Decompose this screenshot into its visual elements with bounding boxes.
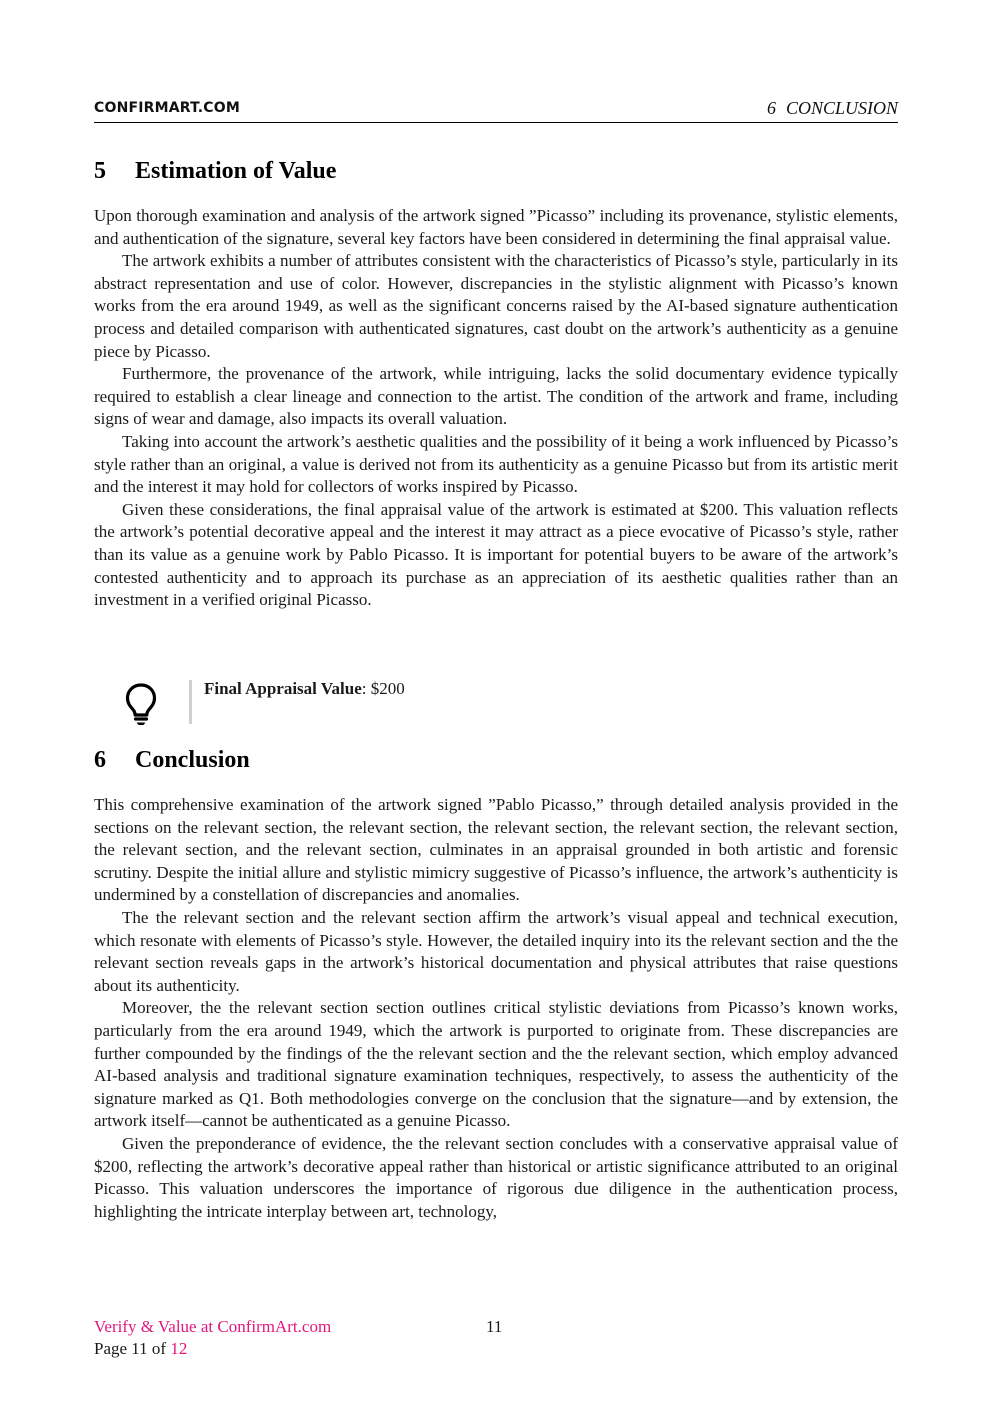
section-6-title: Conclusion bbox=[135, 747, 250, 773]
page-number: 11 bbox=[486, 1317, 503, 1336]
section-5-body bbox=[94, 205, 898, 612]
section-5-number: 5 bbox=[94, 158, 106, 184]
paragraph: Taking into account the artwork’s aesthetic qualities and the possibility of it being a work influenced by Picasso’s style rather than an original, a value is derived not from its authenticity as a genuine Picasso but from its artistic merit and the interest it may hold for collectors of works inspired by Picasso. bbox=[94, 431, 898, 497]
callout-divider bbox=[189, 680, 192, 724]
confirmart-footer-link[interactable]: Verify & Value at ConfirmArt.com bbox=[94, 1317, 332, 1336]
running-head bbox=[767, 98, 898, 119]
page-count bbox=[94, 1338, 331, 1360]
section-5-heading bbox=[94, 158, 336, 185]
running-head-title: CONCLUSION bbox=[785, 98, 898, 118]
section-6-body bbox=[94, 794, 898, 1223]
appraisal-callout bbox=[94, 678, 898, 726]
paragraph: Given these considerations, the final appraisal value of the artwork is estimated at $200. This valuation reflects the artwork’s potential decorative appeal and the interest it may attract as a piece evocative of Picasso’s style, rather than its value as a genuine work by Pablo Picasso. It is important for potential buyers to be aware of the artwork’s contested authenticity and to approach its purchase as an appreciation of its aesthetic qualities rather than an investment in a verified original Picasso. bbox=[94, 499, 898, 610]
section-6-number: 6 bbox=[94, 747, 106, 773]
page-footer bbox=[94, 1316, 331, 1360]
confirmart-logo[interactable]: CONFIRMART.COM bbox=[94, 100, 241, 116]
paragraph: Given the preponderance of evidence, the the relevant section concludes with a conservative appraisal value of $200, reflecting the artwork’s decorative appeal rather than historical or artistic significance attributed to an original Picasso. This valuation underscores the importance of rigorous due diligence in the authentication process, highlighting the intricate interplay between art, technology, bbox=[94, 1133, 898, 1221]
paragraph: Moreover, the the relevant section section outlines critical stylistic deviations from Picasso’s known works, particularly from the era around 1949, which the artwork is purported to originate from. These discrepancies are further compounded by the findings of the the relevant section and the the relevant section, which employ advanced AI-based analysis and traditional signature examination techniques, respectively, to assess the authenticity of the signature marked as Q1. Both methodologies converge on the conclusion that the signature—and by extension, the artwork itself—cannot be authenticated as a genuine Picasso. bbox=[94, 998, 898, 1131]
section-5-title: Estimation of Value bbox=[135, 158, 337, 184]
section-6-heading bbox=[94, 747, 250, 774]
final-appraisal-value bbox=[204, 678, 405, 700]
lightbulb-icon bbox=[124, 682, 158, 726]
page-header bbox=[94, 98, 898, 123]
callout-value: : $200 bbox=[361, 679, 405, 698]
paragraph: The artwork exhibits a number of attributes consistent with the characteristics of Picasso’s style, particularly in its abstract representation and use of color. However, discrepancies in the stylistic alignment with Picasso’s known works from the era around 1949, as well as the significant concerns raised by the AI-based signature authentication process and detailed comparison with authenticated signatures, cast doubt on the artwork’s authenticity as a genuine piece by Picasso. bbox=[94, 251, 898, 361]
page-total-link[interactable]: 12 bbox=[170, 1339, 188, 1358]
paragraph: This comprehensive examination of the artwork signed ”Pablo Picasso,” through detailed analysis provided in the sections on the relevant section, the relevant section, the relevant section, the relevant section, the relevant section, the relevant section, and the relevant section, culminates in an appraisal grounded in both artistic and forensic scrutiny. Despite the initial allure and stylistic mimicry suggestive of Picasso’s influence, the artwork’s authenticity is undermined by a constellation of discrepancies and anomalies. bbox=[94, 795, 898, 905]
paragraph: The the relevant section and the relevant section affirm the artwork’s visual appeal and technical execution, which resonate with elements of Picasso’s style. However, the detailed inquiry into its the relevant section and the the relevant section reveals gaps in the artwork’s historical documentation and physical attributes that raise questions about its authenticity. bbox=[94, 907, 898, 995]
page-count-prefix: Page 11 of bbox=[94, 1339, 171, 1358]
paragraph: Upon thorough examination and analysis of the artwork signed ”Picasso” including its provenance, stylistic elements, and authentication of the signature, several key factors have been considered in determining the final appraisal value. bbox=[94, 206, 898, 248]
running-head-number: 6 bbox=[766, 98, 776, 118]
paragraph: Furthermore, the provenance of the artwork, while intriguing, lacks the solid documentary evidence typically required to establish a clear lineage and connection to the artist. The condition of the artwork and frame, including signs of wear and damage, also impacts its overall valuation. bbox=[94, 364, 898, 429]
callout-label: Final Appraisal Value bbox=[204, 679, 362, 698]
